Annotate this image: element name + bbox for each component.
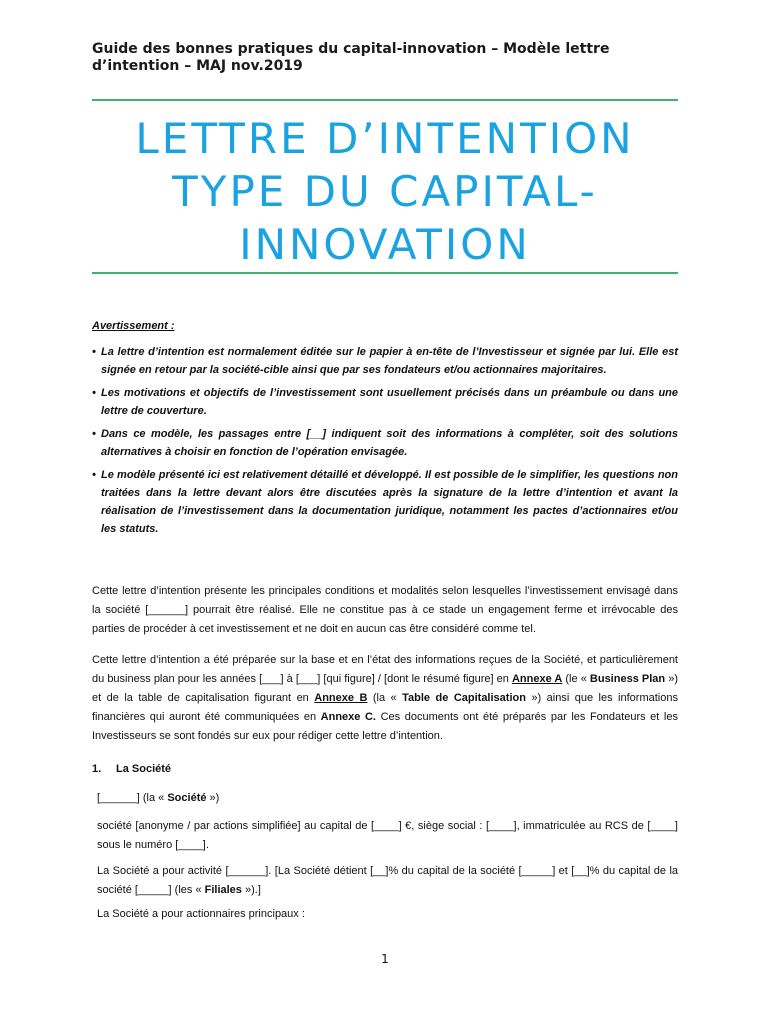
text-run: La Société a pour activité [______]. [La Société détient [__]% du capital de la société [_____] et [__]% du capital de la société [_____] (les « xyxy=(97,865,678,896)
cap-table-term: Table de Capitalisation xyxy=(402,692,526,704)
list-item xyxy=(92,343,678,379)
bullet-icon: • xyxy=(92,387,96,399)
bullet-icon: • xyxy=(92,469,96,481)
bullet-text: Dans ce modèle, les passages entre [__] indiquent soit des informations à compléter, soit des solutions alternatives à choisir en fonction de l’opération envisagée. xyxy=(101,428,678,458)
business-plan-term: Business Plan xyxy=(589,673,666,685)
shareholders-intro: La Société a pour actionnaires principaux : xyxy=(97,908,305,920)
company-name-line xyxy=(97,789,678,808)
text-run: ») et de la table de capitalisation figurant en xyxy=(92,673,679,704)
list-item xyxy=(92,466,678,538)
annex-b-ref: Annexe B xyxy=(314,692,368,704)
bullet-text: Les motivations et objectifs de l’investissement sont usuellement précisés dans un préambule ou dans une lettre de couverture. xyxy=(101,387,678,417)
section-number: 1. xyxy=(92,763,102,775)
bottom-divider xyxy=(92,272,678,274)
section-heading xyxy=(92,763,171,775)
title-line-1: LETTRE D’INTENTION xyxy=(135,114,635,163)
intro-paragraph: Cette lettre d’intention présente les principales conditions et modalités selon lesquelles l’investissement envisagé dans la société [______] pourrait être réalisé. Elle ne constitue pas à ce stade un engagement ferme et irrévocable des parties de procéder à cet investissement et ne doit en aucun cas être considéré comme tel. xyxy=(92,585,678,635)
bullet-icon: • xyxy=(92,346,96,358)
annex-c-ref: Annexe C. xyxy=(320,711,376,723)
title-line-2: TYPE DU CAPITAL- xyxy=(172,167,598,216)
bullet-text: La lettre d’intention est normalement éditée sur le papier à en-tête de l’Investisseur et signée par lui. Elle est signée en retour par la société-cible ainsi que par ses fondateurs et/ou actionnaires majoritaires. xyxy=(101,346,678,376)
text-run: »).] xyxy=(241,884,261,896)
sources-paragraph xyxy=(92,651,678,746)
text-run: (la « xyxy=(367,692,403,704)
text-run: Cette lettre d’intention a été préparée sur la base et en l’état des informations reçues de la Société, et particulièrement du business plan pour les années [___] à [___] [qui figure] / [dont le résumé figure] en xyxy=(92,654,678,685)
annex-a-ref: Annexe A xyxy=(511,673,563,685)
text-run: Ces documents ont été préparés par les Fondateurs et les Investisseurs se sont fondés sur eux pour rédiger cette lettre d’intention. xyxy=(92,711,678,742)
list-item xyxy=(92,425,678,461)
top-divider xyxy=(92,99,678,101)
list-item xyxy=(92,384,678,420)
text-run: ») xyxy=(206,792,220,804)
warning-heading: Avertissement : xyxy=(92,320,175,332)
subsidiaries-term: Filiales xyxy=(204,884,242,896)
company-term: Société xyxy=(167,792,207,804)
bullet-icon: • xyxy=(92,428,96,440)
page-number: 1 xyxy=(381,952,389,966)
text-run: ») ainsi que les informations financières qui auront été communiquées en xyxy=(92,692,678,723)
running-header: Guide des bonnes pratiques du capital-innovation – Modèle lettre d’intention – MAJ nov.2019 xyxy=(92,41,610,74)
company-activity xyxy=(97,862,678,900)
section-title: La Société xyxy=(116,763,172,775)
text-run: (le « xyxy=(562,673,590,685)
text-run: [______] (la « xyxy=(97,792,168,804)
company-details: société [anonyme / par actions simplifiée] au capital de [____] €, siège social : [____], immatriculée au RCS de [____] sous le numéro [____]. xyxy=(97,820,678,851)
warning-list xyxy=(92,343,678,543)
document-title xyxy=(92,112,678,271)
title-line-3: INNOVATION xyxy=(239,220,531,269)
bullet-text: Le modèle présenté ici est relativement détaillé et développé. Il est possible de le simplifier, les questions non traitées dans la lettre devant alors être discutées après la signature de la lettre d’intention et avant la réalisation de l’investissement dans la documentation juridique, notamment les pactes d’actionnaires et/ou les statuts. xyxy=(101,469,678,535)
